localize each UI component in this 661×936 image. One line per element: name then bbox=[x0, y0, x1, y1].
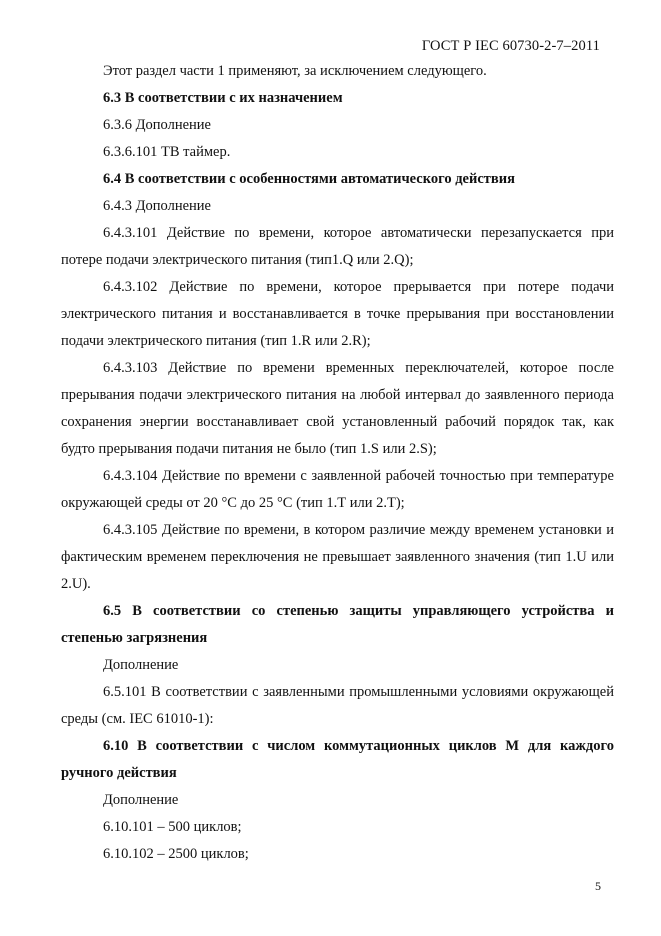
clause-6-5-addition: Дополнение bbox=[103, 657, 179, 673]
section-heading-6-10: 6.10 В соответствии с числом коммутационных циклов М для каждого ручного действия bbox=[61, 738, 614, 781]
section-heading-6-3: 6.3 В соответствии с их назначением bbox=[103, 90, 343, 106]
section-heading-6-4: 6.4 В соответствии с особенностями автоматического действия bbox=[103, 171, 515, 187]
clause-6-10-101: 6.10.101 – 500 циклов; bbox=[103, 819, 242, 835]
intro-paragraph: Этот раздел части 1 применяют, за исключением следующего. bbox=[103, 63, 487, 79]
clause-6-5-101: 6.5.101 В соответствии с заявленными промышленными условиями окружающей среды (см. IEC 61010-1): bbox=[61, 684, 614, 727]
page-number: 5 bbox=[595, 879, 601, 893]
clause-6-10-102: 6.10.102 – 2500 циклов; bbox=[103, 846, 249, 862]
clause-6-4-3: 6.4.3 Дополнение bbox=[103, 198, 211, 214]
document-header: ГОСТ Р IEC 60730-2-7–2011 bbox=[421, 38, 600, 54]
clause-6-10-addition: Дополнение bbox=[103, 792, 179, 808]
clause-6-3-6: 6.3.6 Дополнение bbox=[103, 117, 211, 133]
clause-6-4-3-101: 6.4.3.101 Действие по времени, которое автоматически перезапускается при потере подачи электрического питания (тип1.Q или 2.Q); bbox=[61, 225, 614, 268]
clause-6-4-3-103: 6.4.3.103 Действие по времени временных переключателей, которое после прерывания подачи электрического питания на любой интервал до заявленного периода сохранения энергии восстанавливает свой установленный рабочий порядок так, как будто прерывания подачи питания не было (тип 1.S или 2.S); bbox=[61, 360, 614, 457]
section-heading-6-5: 6.5 В соответствии со степенью защиты управляющего устройства и степенью загрязнения bbox=[61, 603, 614, 646]
clause-6-4-3-105: 6.4.3.105 Действие по времени, в котором различие между временем установки и фактическим временем переключения не превышает заявленного значения (тип 1.U или 2.U). bbox=[61, 522, 614, 592]
clause-6-3-6-101: 6.3.6.101 ТВ таймер. bbox=[103, 144, 231, 160]
clause-6-4-3-102: 6.4.3.102 Действие по времени, которое прерывается при потере подачи электрического питания и восстанавливается в точке прерывания при восстановлении подачи электрического питания (тип 1.R или 2.R); bbox=[61, 279, 614, 349]
page-content bbox=[61, 58, 614, 868]
clause-6-4-3-104: 6.4.3.104 Действие по времени с заявленной рабочей точностью при температуре окружающей среды от 20 °С до 25 °С (тип 1.Т или 2.Т); bbox=[61, 468, 614, 511]
